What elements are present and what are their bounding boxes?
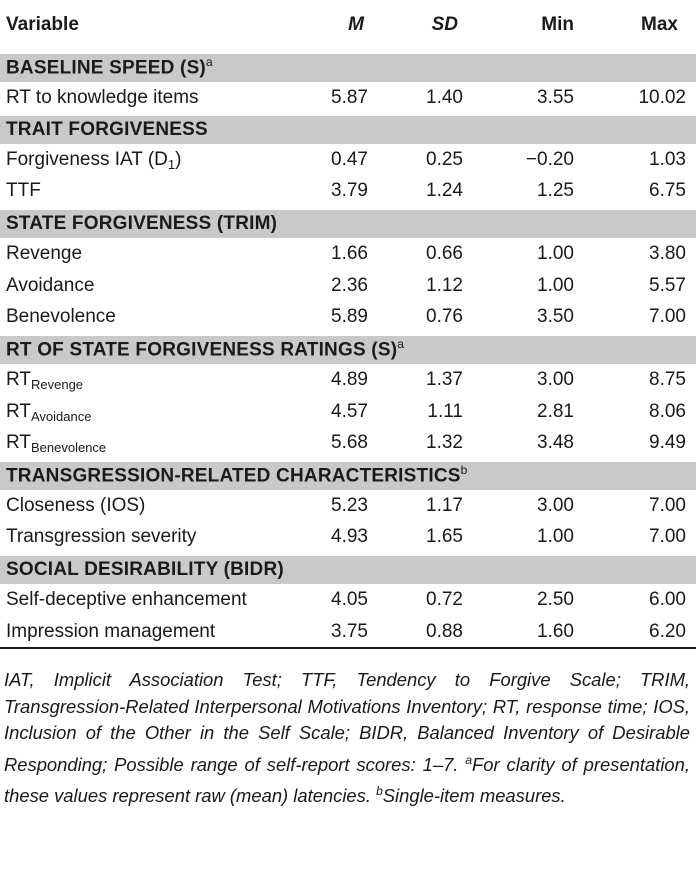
variable-cell — [0, 176, 292, 208]
min-cell: −0.20 — [525, 149, 574, 171]
sd-cell: 1.17 — [426, 495, 463, 517]
table-row — [0, 364, 696, 396]
sd-cell: 0.25 — [426, 149, 463, 171]
min-cell: 3.50 — [537, 306, 574, 328]
variable-label: Avoidance — [6, 275, 95, 296]
section-title-cell — [0, 334, 696, 364]
max-cell: 10.02 — [638, 86, 686, 108]
max-cell: 8.06 — [649, 401, 686, 422]
mean-cell: 0.47 — [331, 149, 368, 171]
footnote-b-text: Single-item measures. — [382, 785, 566, 807]
section-title-cell — [0, 554, 696, 584]
sd-cell: 0.88 — [388, 616, 484, 648]
section-header-row — [0, 208, 696, 238]
variable-cell — [0, 584, 292, 616]
section-title-cell — [0, 208, 696, 238]
footnote-b-mark: b — [376, 784, 383, 799]
variable-label: Transgression severity — [6, 526, 197, 548]
variable-label: RT — [6, 369, 31, 391]
section-title-cell — [0, 114, 696, 144]
max-cell: 7.00 — [649, 306, 686, 328]
variable-cell — [0, 396, 292, 428]
sd-cell: 0.72 — [426, 589, 463, 611]
variable-subscript: Benevolence — [30, 440, 107, 456]
header-sd: SD — [388, 0, 484, 52]
variable-label: RT to knowledge items — [6, 86, 199, 108]
sd-cell: 1.65 — [426, 526, 463, 548]
section-footnote-mark: a — [397, 337, 405, 352]
table-row — [0, 176, 696, 208]
variable-cell — [0, 490, 292, 522]
sd-cell: 0.66 — [426, 243, 463, 265]
mean-cell: 4.05 — [331, 589, 368, 611]
sd-cell: 1.11 — [427, 401, 463, 422]
section-header-row — [0, 52, 696, 82]
mean-cell: 5.23 — [331, 495, 368, 517]
table-row — [0, 522, 696, 554]
variable-cell — [0, 302, 292, 334]
sd-cell: 1.32 — [426, 432, 463, 454]
table-row — [0, 396, 696, 428]
table-row — [0, 82, 696, 114]
variable-label: Benevolence — [6, 306, 116, 328]
footnote-abbreviations: IAT, Implicit Association Test; TTF, Tendency to Forgive Scale; TRIM, Transgression-Related Interpersonal Motivations Inventory; RT, response time; IOS, Inclusion of the Other in the Self Scale; BIDR, Balanced Inventory of Desirable Responding; Possible range of self-report scores: 1–7. — [4, 669, 690, 775]
mean-cell: 4.93 — [331, 526, 368, 548]
header-min: Min — [484, 0, 588, 52]
section-footnote-mark: a — [205, 55, 213, 70]
section-header-row — [0, 114, 696, 144]
max-cell: 6.75 — [649, 180, 686, 202]
variable-label: Forgiveness IAT (D — [6, 149, 168, 171]
max-cell: 5.57 — [649, 275, 686, 296]
header-mean: M — [292, 0, 388, 52]
table-row — [0, 490, 696, 522]
table-footnote — [0, 649, 694, 810]
mean-cell: 5.89 — [331, 306, 368, 328]
variable-cell — [0, 364, 292, 396]
min-cell: 1.25 — [537, 180, 574, 202]
min-cell: 1.00 — [537, 243, 574, 265]
section-title-cell — [0, 52, 696, 82]
variable-cell — [0, 522, 292, 554]
section-footnote-mark: b — [460, 463, 468, 478]
max-cell: 7.00 — [649, 495, 686, 517]
sd-cell: 1.37 — [426, 369, 463, 391]
mean-cell: 4.89 — [331, 369, 368, 391]
variable-label: RT — [6, 401, 31, 422]
section-title: BASELINE SPEED (S) — [6, 57, 206, 79]
header-variable: Variable — [0, 0, 292, 52]
table-row — [0, 616, 696, 648]
sd-cell: 1.24 — [426, 180, 463, 202]
sd-cell: 1.40 — [426, 86, 463, 108]
min-cell: 3.48 — [537, 432, 574, 454]
variable-label: Self-deceptive enhancement — [6, 589, 247, 611]
section-header-row — [0, 460, 696, 490]
variable-subscript: Revenge — [30, 377, 84, 393]
sd-cell: 0.76 — [426, 306, 463, 328]
section-header-row — [0, 334, 696, 364]
variable-subscript: 1 — [167, 157, 176, 173]
section-title: TRANSGRESSION-RELATED CHARACTERISTICS — [6, 465, 461, 487]
footnote-a-text: For clarity of presentation, these values represent raw (mean) latencies. — [4, 753, 690, 807]
max-cell: 1.03 — [649, 149, 686, 171]
table-row — [0, 144, 696, 176]
mean-cell: 4.57 — [331, 401, 368, 422]
mean-cell: 3.79 — [331, 180, 368, 202]
max-cell: 9.49 — [649, 432, 686, 454]
min-cell: 2.81 — [537, 401, 574, 422]
variable-cell — [0, 270, 292, 302]
table-row — [0, 238, 696, 270]
variable-cell — [0, 144, 292, 176]
table-body — [0, 52, 696, 648]
variable-cell — [0, 82, 292, 114]
max-cell: 6.00 — [649, 589, 686, 611]
min-cell: 1.00 — [537, 275, 574, 296]
min-cell: 3.00 — [537, 495, 574, 517]
min-cell: 1.60 — [484, 616, 588, 648]
table-row — [0, 428, 696, 460]
section-title: STATE FORGIVENESS (TRIM) — [6, 212, 278, 234]
table-row — [0, 302, 696, 334]
sd-cell: 1.12 — [426, 275, 463, 296]
min-cell: 2.50 — [537, 589, 574, 611]
variable-label: RT — [6, 432, 31, 454]
variable-label: Closeness (IOS) — [6, 495, 146, 517]
min-cell: 3.55 — [537, 86, 574, 108]
max-cell: 8.75 — [649, 369, 686, 391]
header-max: Max — [588, 0, 696, 52]
section-title: RT OF STATE FORGIVENESS RATINGS (S) — [6, 339, 398, 361]
mean-cell: 3.75 — [292, 616, 388, 648]
mean-cell: 2.36 — [331, 275, 368, 296]
table-header — [0, 0, 696, 52]
variable-cell — [0, 238, 292, 270]
variable-label: Revenge — [6, 243, 83, 265]
min-cell: 1.00 — [537, 526, 574, 548]
min-cell: 3.00 — [537, 369, 574, 391]
header-row — [0, 0, 696, 52]
section-title-cell — [0, 460, 696, 490]
max-cell: 6.20 — [588, 616, 696, 648]
section-header-row — [0, 554, 696, 584]
variable-label: Impression management — [6, 620, 216, 642]
max-cell: 7.00 — [649, 526, 686, 548]
mean-cell: 5.87 — [331, 86, 368, 108]
variable-suffix: ) — [175, 149, 182, 171]
variable-label: TTF — [6, 180, 41, 202]
max-cell: 3.80 — [649, 243, 686, 265]
table-row — [0, 270, 696, 302]
section-title: TRAIT FORGIVENESS — [6, 118, 208, 140]
variable-subscript: Avoidance — [30, 409, 92, 424]
section-title: SOCIAL DESIRABILITY (BIDR) — [6, 558, 284, 580]
mean-cell: 5.68 — [331, 432, 368, 454]
variable-cell — [0, 428, 292, 460]
footnote-a-mark: a — [465, 752, 473, 767]
table-row — [0, 584, 696, 616]
variable-cell — [0, 616, 292, 648]
mean-cell: 1.66 — [331, 243, 368, 265]
